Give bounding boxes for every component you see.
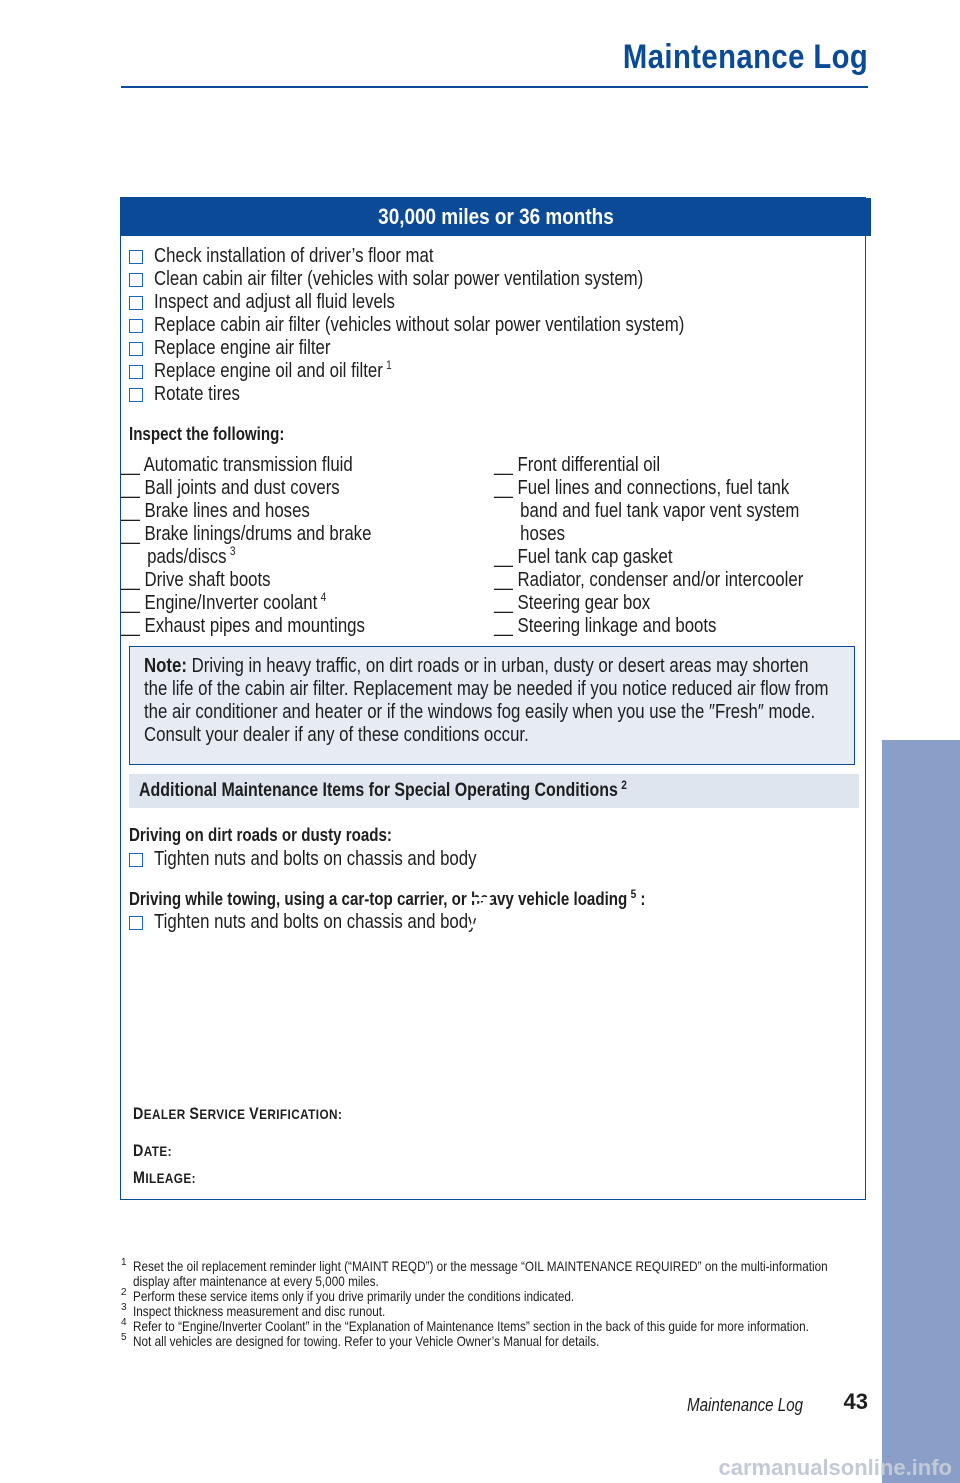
footnote-ref: 4 [320, 590, 327, 605]
footnote-text: Perform these service items only if you drive primarily under the conditions indicated. [133, 1288, 575, 1304]
checkbox[interactable] [129, 250, 143, 264]
inspect-item-label: __ Ball joints and dust covers [121, 477, 340, 499]
note-box [129, 646, 855, 765]
footnote [121, 1289, 861, 1304]
checklist-item[interactable] [129, 360, 785, 383]
checklist-item[interactable] [129, 291, 785, 314]
footnote [121, 1334, 861, 1349]
footnote-ref: 1 [386, 358, 392, 373]
page-title: Maintenance Log [622, 38, 868, 76]
additional-items-title: Additional Maintenance Items for Special Operating Conditions [139, 780, 618, 801]
checklist-item-label: Replace engine air filter [154, 337, 331, 359]
dirt-roads-heading: Driving on dirt roads or dusty roads: [129, 825, 392, 845]
inspect-item [494, 546, 858, 569]
page-number: 43 [843, 1389, 868, 1414]
footnote [121, 1304, 861, 1319]
inspect-item [121, 500, 415, 523]
checklist-item-label: Clean cabin air filter (vehicles with solar power ventilation system) [154, 268, 644, 290]
towing-heading: Driving while towing, using a car-top carrier, or heavy vehicle loading $^5$ : [129, 887, 646, 909]
dealer-verification-label: DEALER SERVICE VERIFICATION: [133, 1104, 343, 1123]
inspect-item [121, 477, 415, 500]
inspect-heading: Inspect the following: [129, 424, 285, 444]
inspect-item-label: __ Brake lines and hoses [121, 500, 310, 522]
footnote-text: Reset the oil replacement reminder light (“MAINT REQD”) or the message “OIL MAINTENANCE REQUIRED” on the multi-information display after maintenance at every 5,000 miles. [133, 1258, 828, 1289]
towing-item[interactable]: Tighten nuts and bolts on chassis and body [129, 911, 538, 934]
checklist-item[interactable] [129, 245, 785, 268]
inspect-item [121, 569, 415, 592]
footnote-text: Not all vehicles are designed for towing. Refer to your Vehicle Owner’s Manual for details. [133, 1333, 600, 1349]
inspect-item-label: __ Fuel lines and connections, fuel tank [494, 477, 790, 499]
inspect-item-label: __ Front differential oil [494, 454, 661, 476]
dirt-roads-item[interactable]: Tighten nuts and bolts on chassis and body [129, 848, 538, 871]
note-text [144, 655, 833, 747]
checklist-item[interactable] [129, 314, 785, 337]
checkbox[interactable] [129, 273, 143, 287]
inspect-item [121, 615, 415, 638]
watermark: carmanualsonline.info [718, 1455, 952, 1480]
inspect-item-label: __ Radiator, condenser and/or intercooler [494, 569, 804, 591]
note-label: Note: [144, 655, 187, 677]
towing-footnote-ref: 5 [630, 887, 637, 901]
inspect-item [121, 523, 415, 546]
checklist-item[interactable] [129, 268, 785, 291]
checkbox[interactable] [129, 319, 143, 333]
inspect-item [516, 523, 858, 546]
inspect-item-label: __ Fuel tank cap gasket [494, 546, 673, 568]
section-title: 30,000 miles or 36 months [378, 204, 614, 229]
inspect-item [494, 454, 858, 477]
inspect-item-label: pads/discs [147, 546, 227, 568]
inspect-item-label: __ Automatic transmission fluid [121, 454, 353, 476]
checklist-item-label: Rotate tires [154, 383, 240, 405]
inspect-item [143, 546, 415, 569]
checkbox[interactable] [129, 296, 143, 310]
inspect-item-label: band and fuel tank vapor vent system [520, 500, 800, 522]
title-divider [121, 86, 868, 88]
service-checklist [129, 245, 785, 406]
inspect-item-label: hoses [520, 523, 565, 545]
footnote-number: 4 [121, 1317, 127, 1328]
section-header [121, 198, 871, 236]
inspect-item [516, 500, 858, 523]
checklist-item-label: Inspect and adjust all fluid levels [154, 291, 395, 313]
additional-items-footnote-ref: 2 [621, 777, 627, 792]
footnote-number: 3 [121, 1302, 127, 1313]
side-tab-label: MAINTENANCE [464, 895, 497, 1139]
footnote-text: Inspect thickness measurement and disc runout. [133, 1303, 386, 1319]
inspect-item-label: __ Exhaust pipes and mountings [121, 615, 365, 637]
checklist-item[interactable] [129, 337, 785, 360]
checkbox[interactable] [129, 388, 143, 402]
inspect-item-label: __ Brake linings/drums and brake [121, 523, 372, 545]
inspect-item-label: __ Drive shaft boots [121, 569, 271, 591]
checklist-item-label: Replace cabin air filter (vehicles without solar power ventilation system) [154, 314, 685, 336]
checklist-item-label: Check installation of driver’s floor mat [154, 245, 434, 267]
inspect-item [121, 454, 415, 477]
inspect-item [494, 569, 858, 592]
footnote-number: 1 [121, 1257, 127, 1268]
additional-items-bar [129, 774, 859, 808]
footnote-number: 2 [121, 1287, 127, 1298]
checkbox[interactable] [129, 853, 143, 867]
checklist-item[interactable] [129, 383, 785, 406]
side-tab [882, 740, 960, 1483]
checkbox[interactable] [129, 365, 143, 379]
footnote [121, 1259, 861, 1289]
checkbox[interactable] [129, 916, 143, 930]
footnote-ref: 3 [229, 544, 236, 559]
inspect-item-label: __ Steering linkage and boots [494, 615, 717, 637]
inspect-item [494, 615, 858, 638]
footnote [121, 1319, 861, 1334]
checkbox[interactable] [129, 342, 143, 356]
inspect-list-left [121, 454, 415, 638]
note-body: Driving in heavy traffic, on dirt roads or in urban, dusty or desert areas may shorten the life of the cabin air filter. Replacement may be needed if you notice reduced air flow from the air conditioner and heater or if the windows fog easily when you use the ″Fresh″ mode. Consult your dealer if any of these conditions occur. [144, 655, 829, 746]
inspect-item [494, 477, 858, 500]
inspect-item [494, 592, 858, 615]
date-label: DATE: [133, 1141, 172, 1160]
inspect-item-label: __ Steering gear box [494, 592, 651, 614]
footer-label: Maintenance Log [686, 1395, 803, 1415]
inspect-item-label: __ Engine/Inverter coolant [121, 592, 318, 614]
inspect-item [121, 590, 415, 615]
footnote-text: Refer to “Engine/Inverter Coolant” in the “Explanation of Maintenance Items” section in the back of this guide for more information. [133, 1318, 809, 1334]
inspect-list-right [494, 454, 858, 638]
checklist-item-label: Replace engine oil and oil filter [154, 360, 383, 382]
footnotes [121, 1259, 861, 1349]
mileage-label: MILEAGE: [133, 1168, 196, 1187]
footnote-number: 5 [121, 1332, 127, 1343]
